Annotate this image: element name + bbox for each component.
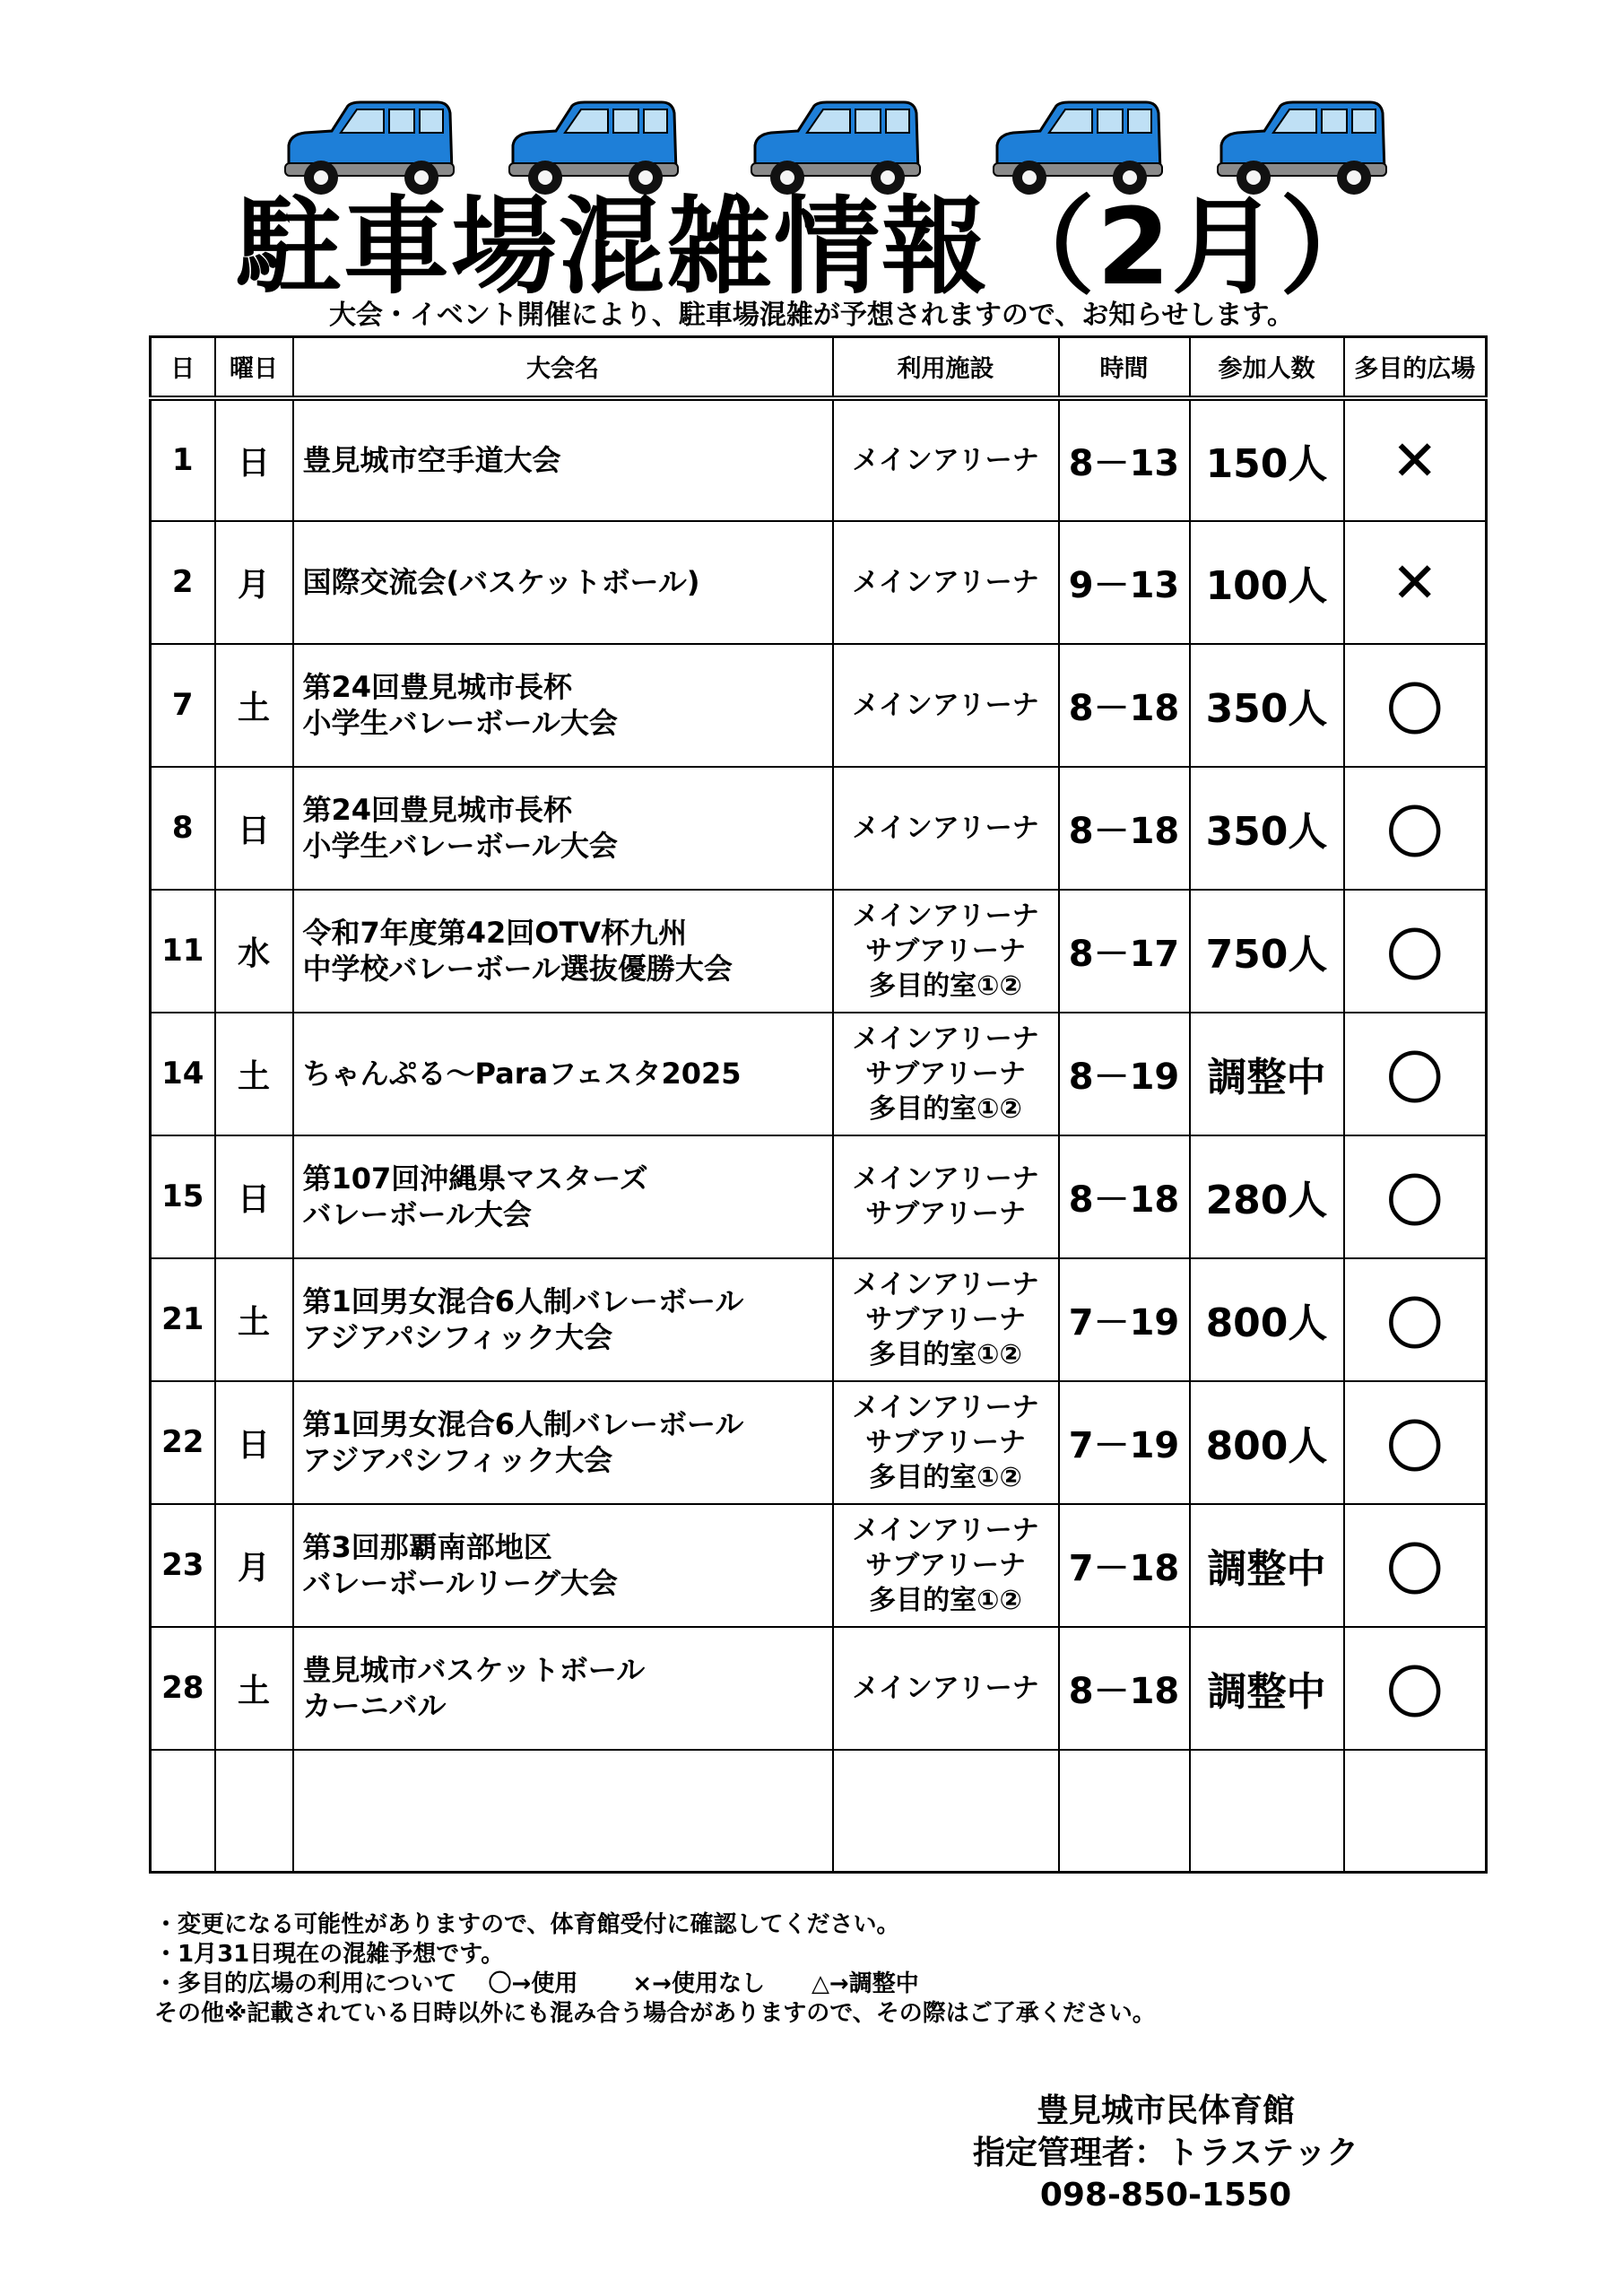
weekday-cell: 日 [215, 767, 293, 890]
table-row [151, 1135, 1487, 1258]
day-cell: 7 [151, 644, 215, 767]
facility-cell-line: サブアリーナ [865, 1303, 1026, 1335]
header-weekday: 曜日 [215, 337, 293, 398]
facility-cell [833, 398, 1059, 521]
facility-cell-line: メインアリーナ [852, 1268, 1039, 1300]
empty-cell [293, 1750, 833, 1873]
event-name-cell [293, 1258, 833, 1381]
event-name-cell [293, 1135, 833, 1258]
note-line: ・変更になる可能性がありますので、体育館受付に確認してください。 [154, 1911, 900, 1938]
facility-cell-line: メインアリーナ [852, 900, 1039, 932]
facility-cell-line: メインアリーナ [852, 1514, 1039, 1546]
event-name-cell [293, 1013, 833, 1135]
facility-cell-line: メインアリーナ [852, 444, 1039, 476]
day-cell: 14 [151, 1013, 215, 1135]
header-time: 時間 [1059, 337, 1190, 398]
note-line: その他※記載されている日時以外にも混み合う場合がありますので、その際はご了承ください。 [154, 2000, 1156, 2027]
facility-cell-line: 多目的室①② [869, 1584, 1022, 1616]
empty-cell [1059, 1750, 1190, 1873]
day-cell: 1 [151, 398, 215, 521]
note-line: ・多目的広場の利用について 〇→使用 ×→使用なし △→調整中 [154, 1970, 919, 1997]
footer-contact [933, 2090, 1399, 2216]
header-event-name: 大会名 [293, 337, 833, 398]
participants-cell: 280人 [1190, 1135, 1344, 1258]
time-cell: 8－18 [1059, 1627, 1190, 1750]
event-name-cell-line: ちゃんぷる～Paraフェスタ2025 [302, 1057, 742, 1091]
empty-cell [151, 1750, 215, 1873]
participants-cell: 350人 [1190, 644, 1344, 767]
event-name-cell-line: 豊見城市バスケットボール [302, 1653, 646, 1687]
participants-cell: 350人 [1190, 767, 1344, 890]
table-row [151, 767, 1487, 890]
weekday-cell: 土 [215, 1627, 293, 1750]
facility-cell [833, 1013, 1059, 1135]
day-cell: 2 [151, 521, 215, 644]
time-cell: 7－19 [1059, 1258, 1190, 1381]
facility-cell [833, 521, 1059, 644]
facility-cell-line: 多目的室①② [869, 1092, 1022, 1125]
notes [154, 1910, 1156, 2029]
event-name-cell-line: 豊見城市空手道大会 [302, 443, 561, 477]
phone-number: 098-850-1550 [1039, 2177, 1292, 2213]
facility-cell-line: 多目的室①② [869, 1461, 1022, 1493]
event-name-cell-line: 第3回那覇南部地区 [302, 1530, 552, 1564]
day-cell: 8 [151, 767, 215, 890]
event-name-cell-line: アジアパシフィック大会 [302, 1443, 613, 1477]
weekday-cell: 日 [215, 398, 293, 521]
time-cell: 8－18 [1059, 767, 1190, 890]
table-row [151, 1013, 1487, 1135]
event-name-cell-line: 第1回男女混合6人制バレーボール [302, 1407, 744, 1441]
facility-cell-line: メインアリーナ [852, 566, 1039, 598]
facility-cell-line: メインアリーナ [852, 812, 1039, 844]
facility-cell-line: 多目的室①② [869, 970, 1022, 1002]
event-name-cell-line: 小学生バレーボール大会 [302, 706, 618, 740]
page-subtitle: 大会・イベント開催により、駐車場混雑が予想されますので、お知らせします。 [328, 300, 1295, 331]
header-facility: 利用施設 [833, 337, 1059, 398]
event-name-cell-line: 第24回豊見城市長杯 [302, 793, 573, 827]
table-row [151, 890, 1487, 1013]
day-cell: 21 [151, 1258, 215, 1381]
time-cell: 8－19 [1059, 1013, 1190, 1135]
facility-name: 豊見城市民体育館 [1036, 2092, 1295, 2129]
event-name-cell [293, 890, 833, 1013]
weekday-cell: 土 [215, 1258, 293, 1381]
empty-cell [215, 1750, 293, 1873]
weekday-cell: 日 [215, 1135, 293, 1258]
facility-cell-line: サブアリーナ [865, 1549, 1026, 1581]
event-name-cell [293, 644, 833, 767]
plaza-usage-mark: ✕ [1344, 398, 1487, 521]
event-name-cell-line: 小学生バレーボール大会 [302, 829, 618, 863]
time-cell: 7－19 [1059, 1381, 1190, 1504]
table-row [151, 644, 1487, 767]
time-cell: 8－17 [1059, 890, 1190, 1013]
plaza-usage-mark: 〇 [1344, 1135, 1487, 1258]
event-name-cell [293, 1504, 833, 1627]
weekday-cell: 土 [215, 1013, 293, 1135]
facility-cell-line: 多目的室①② [869, 1338, 1022, 1370]
facility-cell [833, 1504, 1059, 1627]
schedule-table [149, 335, 1488, 1874]
weekday-cell: 月 [215, 1504, 293, 1627]
car-decoration-row [0, 99, 1623, 197]
plaza-usage-mark: 〇 [1344, 1013, 1487, 1135]
facility-cell [833, 1258, 1059, 1381]
table-header-row [151, 337, 1487, 398]
facility-cell-line: サブアリーナ [865, 1057, 1026, 1090]
facility-cell-line: メインアリーナ [852, 1022, 1039, 1055]
empty-cell [1190, 1750, 1344, 1873]
table-row [151, 1381, 1487, 1504]
participants-cell: 750人 [1190, 890, 1344, 1013]
event-name-cell-line: 第107回沖縄県マスターズ [302, 1161, 648, 1196]
facility-cell [833, 1381, 1059, 1504]
participants-cell: 800人 [1190, 1381, 1344, 1504]
participants-cell: 調整中 [1190, 1013, 1344, 1135]
car-icon [1211, 99, 1390, 197]
event-name-cell-line: 国際交流会(バスケットボール) [302, 565, 700, 599]
car-icon [744, 99, 924, 197]
time-cell: 8－18 [1059, 644, 1190, 767]
empty-cell [1344, 1750, 1487, 1873]
facility-cell [833, 1135, 1059, 1258]
day-cell: 15 [151, 1135, 215, 1258]
participants-cell: 100人 [1190, 521, 1344, 644]
car-icon [986, 99, 1166, 197]
table-row [151, 1627, 1487, 1750]
event-name-cell-line: 第1回男女混合6人制バレーボール [302, 1284, 744, 1318]
facility-cell-line: メインアリーナ [852, 1672, 1039, 1704]
table-row [151, 398, 1487, 521]
time-cell: 9－13 [1059, 521, 1190, 644]
header-participants: 参加人数 [1190, 337, 1344, 398]
header-plaza: 多目的広場 [1344, 337, 1487, 398]
plaza-usage-mark: 〇 [1344, 1504, 1487, 1627]
facility-cell [833, 890, 1059, 1013]
event-name-cell-line: アジアパシフィック大会 [302, 1320, 613, 1354]
time-cell: 8－18 [1059, 1135, 1190, 1258]
event-name-cell [293, 398, 833, 521]
note-line: ・1月31日現在の混雑予想です。 [154, 1941, 505, 1968]
day-cell: 23 [151, 1504, 215, 1627]
weekday-cell: 日 [215, 1381, 293, 1504]
event-name-cell [293, 1627, 833, 1750]
table-row [151, 521, 1487, 644]
event-name-cell-line: カーニバル [302, 1689, 447, 1723]
page-title: 駐車場混雑情報（2月） [235, 185, 1388, 309]
facility-cell-line: サブアリーナ [865, 1198, 1026, 1230]
plaza-usage-mark: 〇 [1344, 890, 1487, 1013]
participants-cell: 調整中 [1190, 1627, 1344, 1750]
day-cell: 11 [151, 890, 215, 1013]
plaza-usage-mark: 〇 [1344, 1381, 1487, 1504]
event-name-cell [293, 767, 833, 890]
time-cell: 8－13 [1059, 398, 1190, 521]
table-row [151, 1504, 1487, 1627]
car-icon [278, 99, 457, 197]
facility-cell [833, 644, 1059, 767]
event-name-cell [293, 521, 833, 644]
empty-row [151, 1750, 1487, 1873]
event-name-cell [293, 1381, 833, 1504]
plaza-usage-mark: 〇 [1344, 767, 1487, 890]
event-name-cell-line: バレーボール大会 [302, 1197, 532, 1231]
day-cell: 28 [151, 1627, 215, 1750]
table-row [151, 1258, 1487, 1381]
event-name-cell-line: 第24回豊見城市長杯 [302, 670, 573, 704]
weekday-cell: 土 [215, 644, 293, 767]
plaza-usage-mark: 〇 [1344, 644, 1487, 767]
facility-cell [833, 1627, 1059, 1750]
facility-cell-line: サブアリーナ [865, 1426, 1026, 1458]
time-cell: 7－18 [1059, 1504, 1190, 1627]
event-name-cell-line: 中学校バレーボール選抜優勝大会 [302, 952, 733, 986]
facility-cell [833, 767, 1059, 890]
facility-cell-line: メインアリーナ [852, 1391, 1039, 1423]
plaza-usage-mark: ✕ [1344, 521, 1487, 644]
facility-cell-line: サブアリーナ [865, 935, 1026, 967]
participants-cell: 800人 [1190, 1258, 1344, 1381]
facility-cell-line: メインアリーナ [852, 689, 1039, 721]
car-icon [502, 99, 681, 197]
header-day: 日 [151, 337, 215, 398]
weekday-cell: 月 [215, 521, 293, 644]
plaza-usage-mark: 〇 [1344, 1258, 1487, 1381]
participants-cell: 150人 [1190, 398, 1344, 521]
manager-name: 指定管理者：トラステック [972, 2135, 1359, 2171]
empty-cell [833, 1750, 1059, 1873]
facility-cell-line: メインアリーナ [852, 1163, 1039, 1195]
event-name-cell-line: 令和7年度第42回OTV杯九州 [302, 916, 688, 950]
event-name-cell-line: バレーボールリーグ大会 [302, 1566, 618, 1600]
participants-cell: 調整中 [1190, 1504, 1344, 1627]
weekday-cell: 水 [215, 890, 293, 1013]
day-cell: 22 [151, 1381, 215, 1504]
plaza-usage-mark: 〇 [1344, 1627, 1487, 1750]
